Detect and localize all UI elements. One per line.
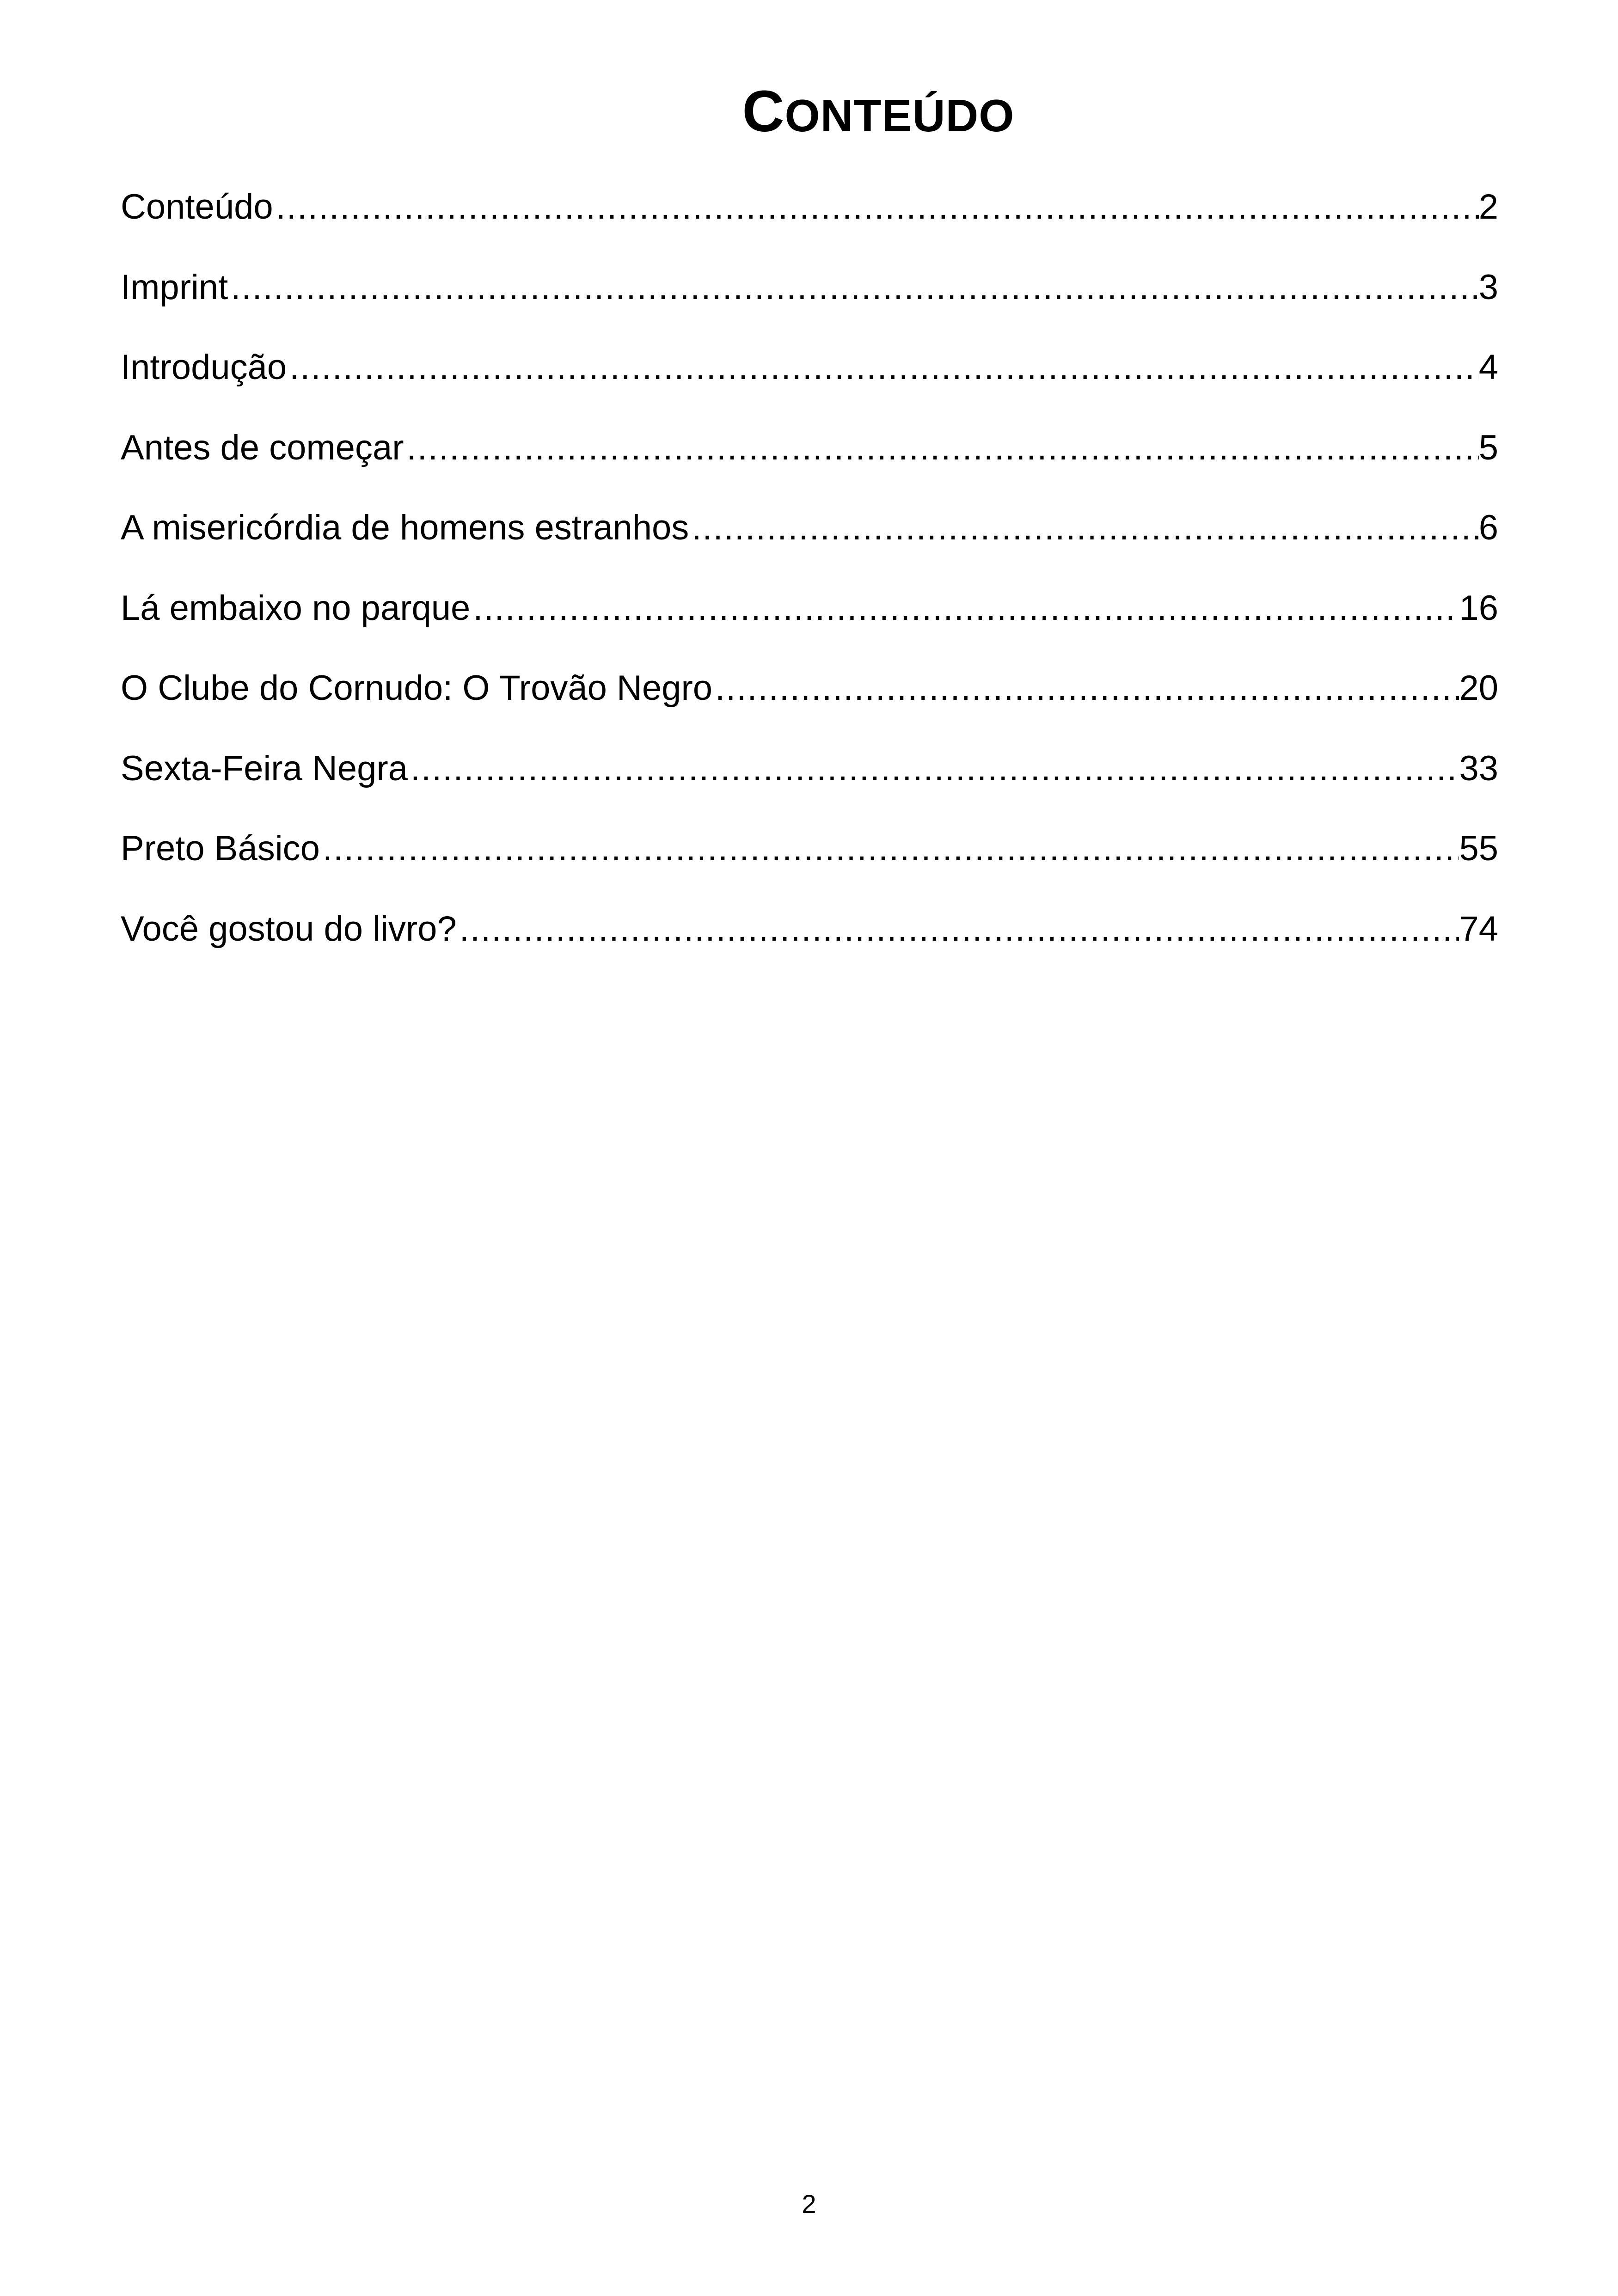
- toc-leader-dots: [470, 591, 1459, 626]
- toc-entry-title: A misericórdia de homens estranhos: [121, 508, 689, 547]
- table-of-contents: [121, 187, 1498, 992]
- toc-entry[interactable]: [121, 748, 1498, 832]
- toc-entry-page: 20: [1459, 668, 1498, 708]
- toc-entry-title: O Clube do Cornudo: O Trovão Negro: [121, 668, 713, 708]
- toc-entry-page: 3: [1478, 267, 1498, 307]
- toc-entry-page: 5: [1478, 428, 1498, 467]
- toc-entry-page: 2: [1478, 187, 1498, 227]
- toc-leader-dots: [712, 671, 1459, 706]
- toc-entry[interactable]: [121, 831, 1498, 912]
- toc-entry-title: Preto Básico: [121, 829, 320, 868]
- toc-leader-dots: [408, 751, 1459, 786]
- toc-entry[interactable]: [121, 350, 1498, 430]
- toc-entry-page: 74: [1459, 909, 1498, 949]
- toc-entry-title: Conteúdo: [121, 187, 273, 227]
- toc-entry-title: Sexta-Feira Negra: [121, 748, 408, 788]
- title-first-letter: C: [742, 79, 785, 144]
- toc-leader-dots: [228, 270, 1478, 305]
- toc-leader-dots: [689, 510, 1478, 545]
- toc-entry[interactable]: [121, 267, 1498, 350]
- toc-entry-title: Você gostou do livro?: [121, 909, 457, 949]
- toc-leader-dots: [404, 430, 1479, 465]
- toc-entry[interactable]: [121, 187, 1498, 270]
- toc-entry[interactable]: [121, 909, 1498, 992]
- toc-entry-title: Imprint: [121, 267, 228, 307]
- toc-leader-dots: [457, 912, 1459, 947]
- toc-entry-page: 33: [1459, 748, 1498, 788]
- toc-entry[interactable]: [121, 668, 1498, 751]
- title-rest: ONTEÚDO: [784, 90, 1015, 141]
- toc-entry-page: 16: [1459, 588, 1498, 628]
- toc-entry-title: Introdução: [121, 348, 287, 387]
- toc-entry-page: 6: [1478, 508, 1498, 547]
- toc-entry-page: 4: [1478, 348, 1498, 387]
- toc-leader-dots: [320, 831, 1459, 866]
- toc-entry-title: Lá embaixo no parque: [121, 588, 471, 628]
- toc-leader-dots: [273, 190, 1479, 225]
- page-number: 2: [802, 2189, 816, 2218]
- page-title: [0, 79, 1618, 144]
- toc-leader-dots: [287, 350, 1479, 385]
- toc-entry[interactable]: [121, 430, 1498, 511]
- toc-entry[interactable]: [121, 588, 1498, 671]
- toc-entry[interactable]: [121, 510, 1498, 591]
- toc-entry-title: Antes de começar: [121, 428, 404, 467]
- toc-entry-page: 55: [1459, 829, 1498, 868]
